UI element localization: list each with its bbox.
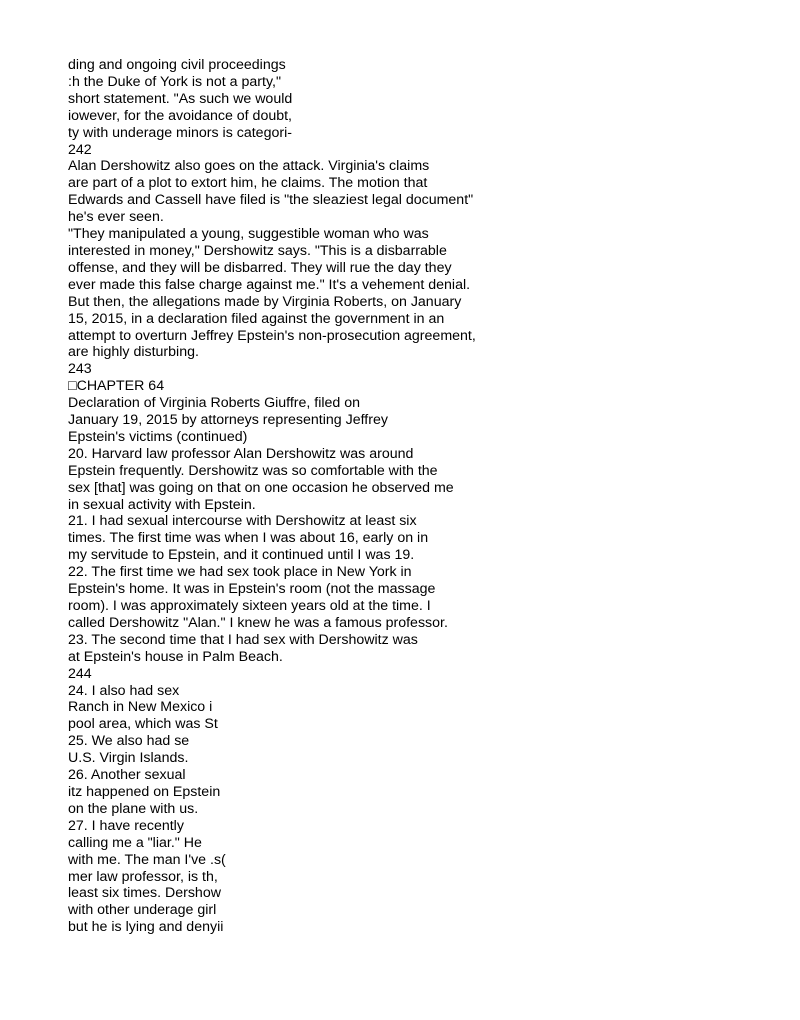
text-line: attempt to overturn Jeffrey Epstein's non-prosecution agreement,	[68, 327, 476, 344]
text-line: 242	[68, 141, 92, 158]
text-line: But then, the allegations made by Virginia Roberts, on January	[68, 293, 462, 310]
text-line: 244	[68, 665, 92, 682]
text-line: Ranch in New Mexico i	[68, 699, 213, 716]
text-line: sex [that] was going on that on one occasion he observed me	[68, 479, 454, 496]
text-line: are part of a plot to extort him, he claims. The motion that	[68, 175, 428, 192]
text-line: January 19, 2015 by attorneys representing Jeffrey	[68, 412, 388, 429]
text-line: "They manipulated a young, suggestible woman who was	[68, 226, 429, 243]
text-line: itz happened on Epstein	[68, 783, 221, 800]
text-line: Epstein's victims (continued)	[68, 428, 248, 445]
text-line: 26. Another sexual	[68, 767, 186, 784]
text-line: with me. The man I've .s(	[68, 851, 226, 868]
text-line: at Epstein's house in Palm Beach.	[68, 648, 283, 665]
text-line: in sexual activity with Epstein.	[68, 496, 256, 513]
text-line: interested in money," Dershowitz says. "This is a disbarrable	[68, 242, 447, 259]
text-line: but he is lying and denyii	[68, 919, 224, 936]
text-line: room). I was approximately sixteen years old at the time. I	[68, 598, 431, 614]
text-line: times. The first time was when I was about 16, early on in	[68, 530, 429, 547]
text-line: calling me a "liar." He	[68, 834, 202, 851]
text-line: are highly disturbing.	[68, 344, 199, 361]
text-line: ding and ongoing civil proceedings	[68, 57, 286, 73]
text-line: 21. I had sexual intercourse with Dershowitz at least six	[68, 513, 417, 530]
text-line: 15, 2015, in a declaration filed against the government in an	[68, 310, 445, 327]
text-line: offense, and they will be disbarred. They will rue the day they	[68, 259, 452, 276]
text-line: ty with underage minors is categori-	[68, 124, 292, 141]
text-line: Edwards and Cassell have filed is "the sleaziest legal document"	[68, 192, 474, 209]
text-line: with other underage girl	[68, 902, 217, 919]
text-line: 27. I have recently	[68, 817, 184, 834]
text-line: mer law professor, is th,	[68, 868, 218, 885]
text-line: 24. I also had sex	[68, 682, 180, 699]
document-page	[68, 57, 768, 936]
text-line: Epstein's home. It was in Epstein's room (not the massage	[68, 581, 436, 598]
text-line: called Dershowitz "Alan." I knew he was a famous professor.	[68, 614, 448, 631]
text-line: 20. Harvard law professor Alan Dershowitz was around	[68, 445, 414, 462]
text-line: short statement. "As such we would	[68, 90, 293, 107]
text-line: Epstein frequently. Dershowitz was so comfortable with the	[68, 462, 438, 479]
text-line: on the plane with us.	[68, 800, 199, 817]
text-line: :h the Duke of York is not a party,"	[68, 73, 281, 90]
text-line: 25. We also had se	[68, 733, 190, 750]
text-line: 23. The second time that I had sex with Dershowitz was	[68, 631, 418, 648]
text-line: Alan Dershowitz also goes on the attack. Virginia's claims	[68, 158, 430, 175]
text-line: U.S. Virgin Islands.	[68, 750, 189, 767]
text-line: Declaration of Virginia Roberts Giuffre, filed on	[68, 395, 361, 412]
text-line: iowever, for the avoidance of doubt,	[68, 107, 292, 124]
text-line: □CHAPTER 64	[68, 378, 165, 395]
text-line: least six times. Dershow	[68, 885, 221, 902]
text-line: ever made this false charge against me." It's a vehement denial.	[68, 276, 471, 293]
text-line: my servitude to Epstein, and it continued until I was 19.	[68, 547, 415, 564]
text-line: pool area, which was St	[68, 716, 218, 733]
text-line: he's ever seen.	[68, 209, 164, 226]
text-line: 243	[68, 361, 92, 378]
text-line: 22. The first time we had sex took place in New York in	[68, 564, 412, 581]
